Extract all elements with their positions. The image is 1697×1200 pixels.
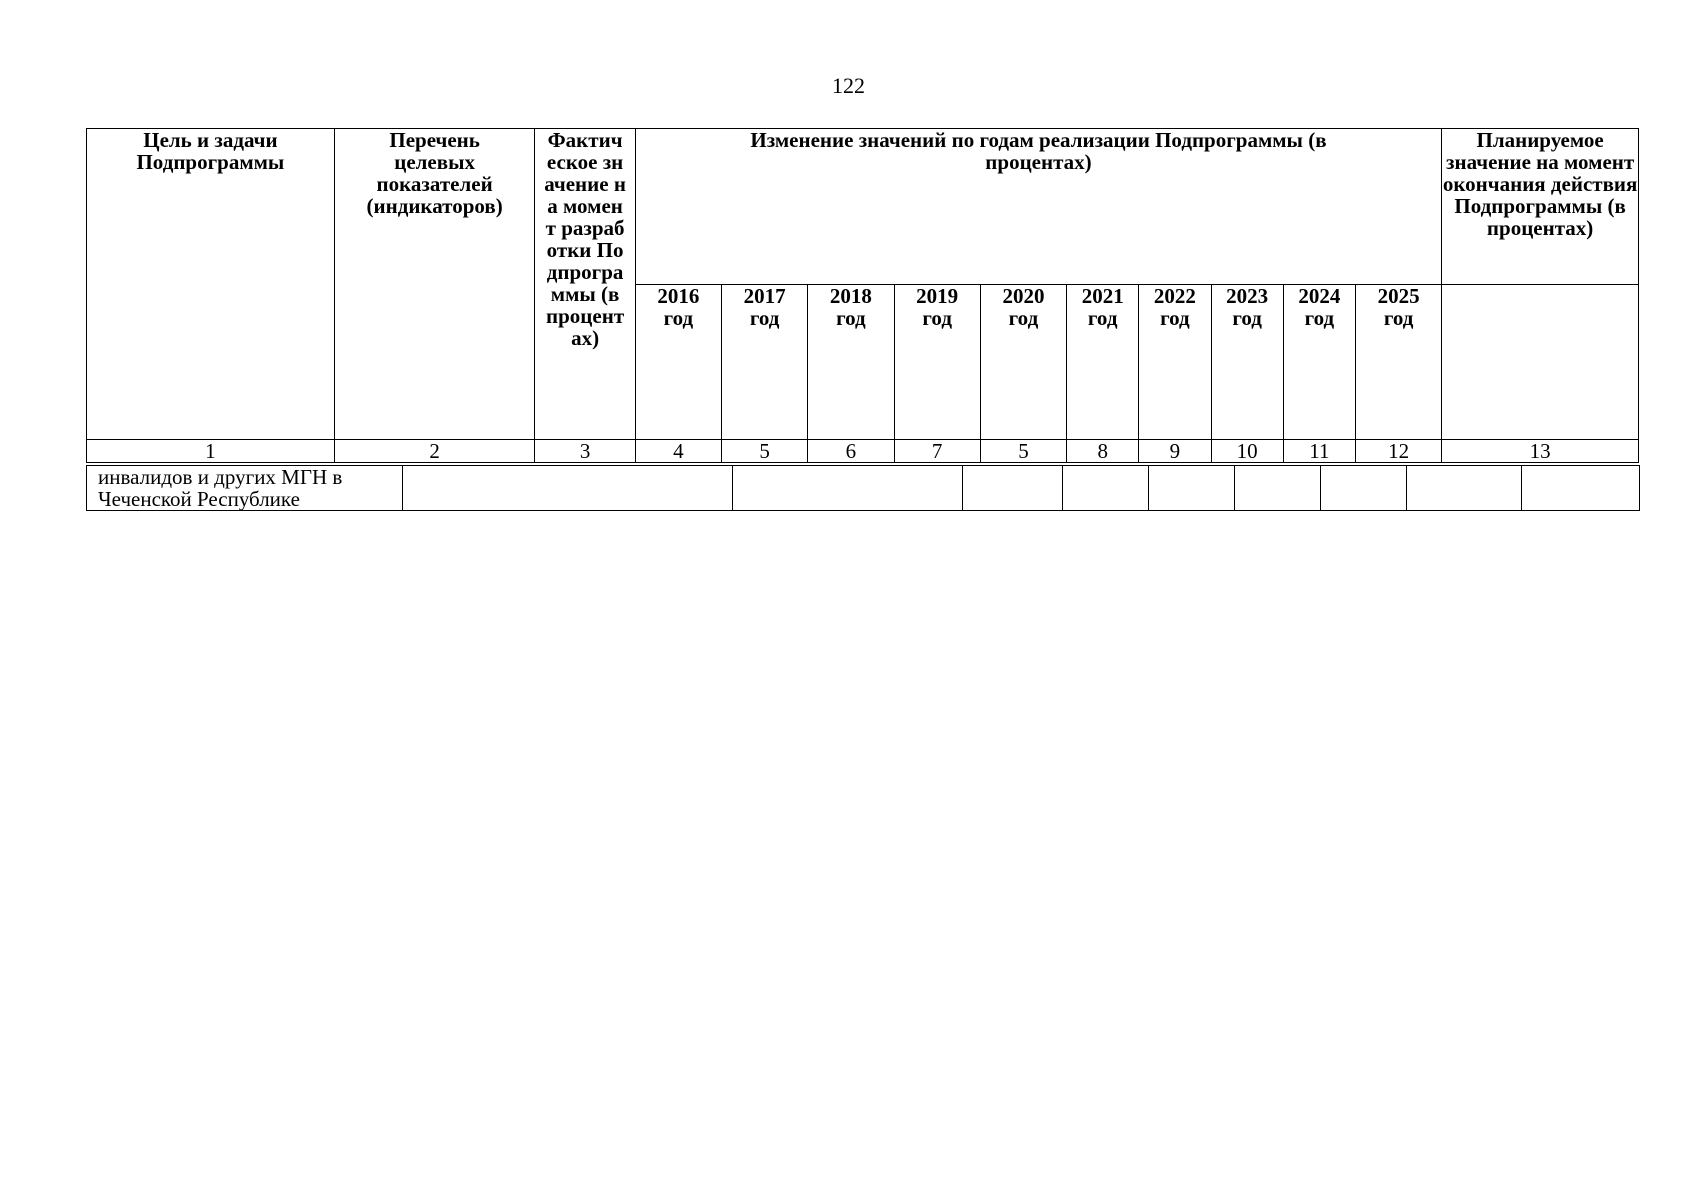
column-number: 8 xyxy=(1067,440,1139,463)
empty-cell xyxy=(733,466,963,511)
column-number: 5 xyxy=(980,440,1066,463)
column-number: 3 xyxy=(535,440,635,463)
continuation-row-text xyxy=(87,466,403,511)
header-year: 2021 год xyxy=(1067,285,1139,440)
header-year: 2019 год xyxy=(894,285,980,440)
continuation-text-line: Чеченской Республике xyxy=(98,487,300,511)
column-number: 5 xyxy=(722,440,808,463)
column-number: 10 xyxy=(1211,440,1283,463)
indicators-table xyxy=(86,128,1639,463)
header-change-by-year: Изменение значений по годам реализации Подпрограммы (в процентах) xyxy=(635,129,1441,285)
continuation-row-table xyxy=(86,465,1640,511)
header-planned-empty xyxy=(1442,285,1639,440)
header-year: 2024 год xyxy=(1283,285,1355,440)
empty-cell xyxy=(963,466,1063,511)
column-number: 12 xyxy=(1355,440,1441,463)
header-year: 2016 год xyxy=(635,285,721,440)
column-number: 9 xyxy=(1139,440,1211,463)
empty-cell xyxy=(1063,466,1149,511)
empty-cell xyxy=(1321,466,1407,511)
empty-cell xyxy=(1407,466,1522,511)
header-year: 2018 год xyxy=(808,285,894,440)
column-number: 2 xyxy=(334,440,535,463)
column-number: 11 xyxy=(1283,440,1355,463)
column-number: 6 xyxy=(808,440,894,463)
empty-cell xyxy=(1235,466,1321,511)
header-year: 2022 год xyxy=(1139,285,1211,440)
empty-cell xyxy=(1149,466,1235,511)
header-year: 2017 год xyxy=(722,285,808,440)
header-goal: Цель и задачи Подпрограммы xyxy=(87,129,335,440)
empty-cell xyxy=(403,466,733,511)
empty-cell xyxy=(1522,466,1640,511)
header-planned-value: Планируемое значение на момент окончания действия Подпрограммы (в процентах) xyxy=(1442,129,1639,285)
column-number: 7 xyxy=(894,440,980,463)
header-actual-value: Фактическое значение на момент разработки Подпрограммы (в процентах) xyxy=(535,129,635,440)
header-year: 2020 год xyxy=(980,285,1066,440)
header-indicators: Перечень целевых показателей (индикаторов) xyxy=(334,129,535,440)
column-number: 1 xyxy=(87,440,335,463)
page-number: 122 xyxy=(832,73,865,98)
column-number: 13 xyxy=(1442,440,1639,463)
column-number: 4 xyxy=(635,440,721,463)
header-year: 2023 год xyxy=(1211,285,1283,440)
continuation-text-line: инвалидов и других МГН в xyxy=(98,465,343,489)
header-year: 2025 год xyxy=(1355,285,1441,440)
